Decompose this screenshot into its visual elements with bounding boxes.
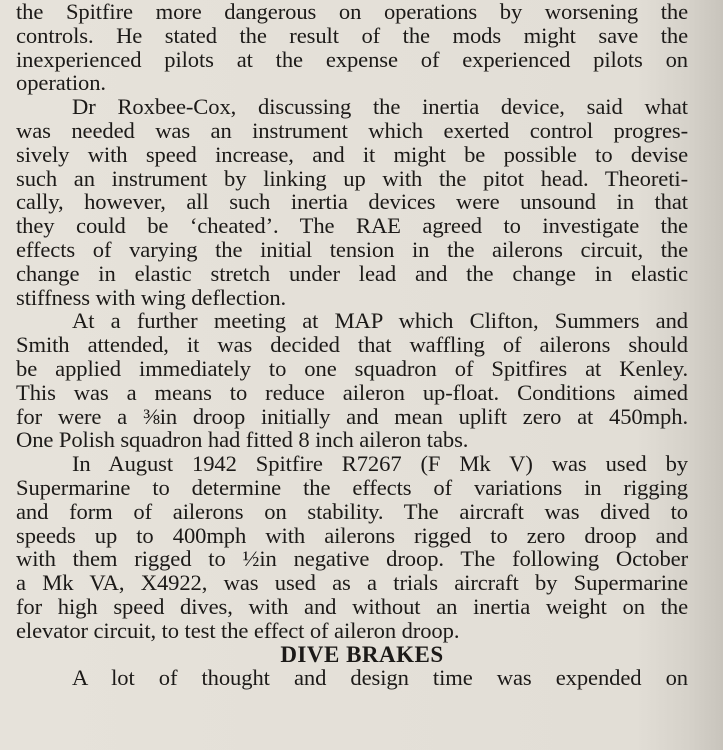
- text-line: In August 1942 Spitfire R7267 (F Mk V) was used by: [72, 451, 688, 477]
- text-line: controls. He stated the result of the mods might save the: [16, 22, 688, 48]
- text-line: speeds up to 400mph with ailerons rigged to zero droop and: [16, 522, 688, 548]
- text-line: such an instrument by linking up with the pitot head. Theoreti-: [16, 165, 688, 191]
- paragraph-2: [16, 95, 688, 309]
- text-line: with them rigged to ½in negative droop. The following October: [16, 546, 688, 572]
- text-line: Dr Roxbee-Cox, discussing the inertia device, said what: [72, 94, 688, 120]
- text-line: operation.: [16, 70, 106, 96]
- text-line: was needed was an instrument which exerted control progres-: [16, 117, 688, 143]
- text-line: they could be ‘cheated’. The RAE agreed to investigate the: [16, 213, 688, 239]
- text-column: [16, 0, 688, 690]
- text-line: One Polish squadron had fitted 8 inch aileron tabs.: [16, 427, 469, 453]
- text-line: stiffness with wing deflection.: [16, 284, 287, 310]
- text-line: cally, however, all such inertia devices were unsound in that: [16, 189, 688, 215]
- paragraph-1: [16, 0, 688, 95]
- text-line: change in elastic stretch under lead and the change in elastic: [16, 260, 688, 286]
- text-line: Supermarine to determine the effects of variations in rigging: [16, 474, 688, 500]
- text-line: be applied immediately to one squadron of Spitfires at Kenley.: [16, 355, 688, 381]
- text-line: effects of varying the initial tension in the ailerons circuit, the: [16, 236, 688, 262]
- text-line: This was a means to reduce aileron up-float. Conditions aimed: [16, 379, 688, 405]
- text-line: inexperienced pilots at the expense of experienced pilots on: [16, 46, 688, 72]
- text-line: for were a ⅜in droop initially and mean uplift zero at 450mph.: [16, 403, 688, 429]
- text-line: the Spitfire more dangerous on operations by worsening the: [16, 0, 688, 24]
- text-line: and form of ailerons on stability. The aircraft was dived to: [16, 498, 688, 524]
- text-line: sively with speed increase, and it might be possible to devise: [16, 141, 688, 167]
- text-line: elevator circuit, to test the effect of aileron droop.: [16, 617, 460, 643]
- text-line: for high speed dives, with and without an inertia weight on the: [16, 593, 688, 619]
- text-line: At a further meeting at MAP which Clifton, Summers and: [72, 308, 688, 334]
- text-line: Smith attended, it was decided that waffling of ailerons should: [16, 332, 688, 358]
- paragraph-4: [16, 452, 688, 642]
- text-line: A lot of thought and design time was expended on: [72, 665, 688, 691]
- paragraph-5: [16, 666, 688, 690]
- paragraph-3: [16, 309, 688, 452]
- text-line: a Mk VA, X4922, was used as a trials aircraft by Supermarine: [16, 570, 688, 596]
- section-heading: DIVE BRAKES: [280, 641, 444, 667]
